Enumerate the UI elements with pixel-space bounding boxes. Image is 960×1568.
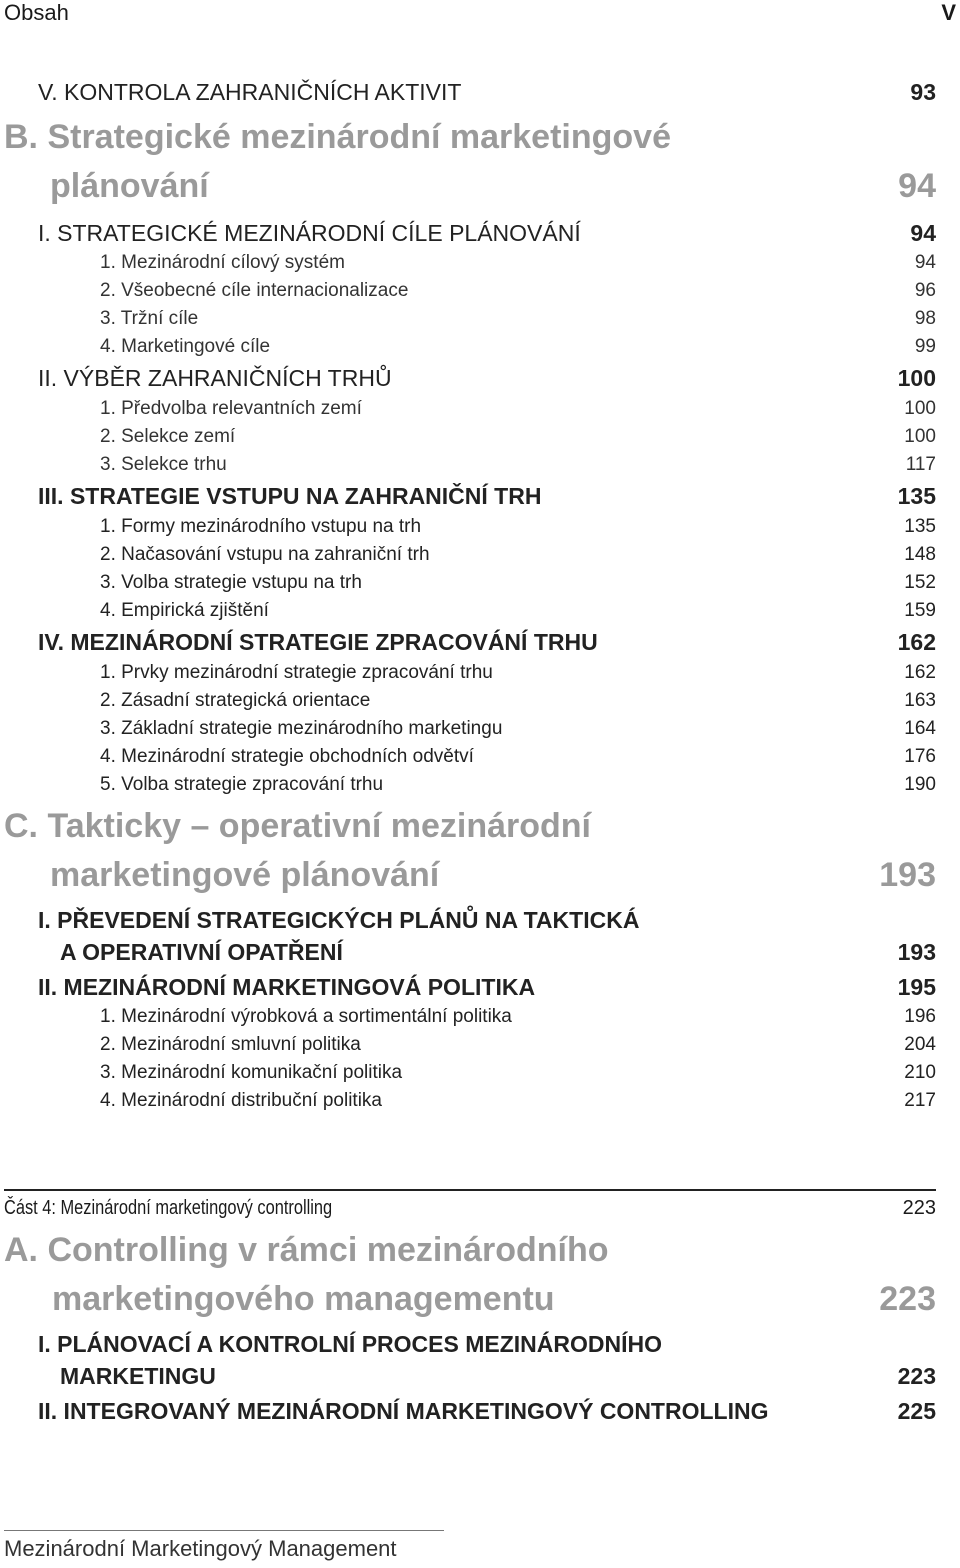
part-4-chapter-2[interactable] bbox=[0, 1398, 936, 1426]
part-b-page-number: 94 bbox=[898, 167, 936, 205]
toc-page-number: 94 bbox=[910, 220, 936, 246]
toc-page-number: 152 bbox=[904, 572, 936, 593]
toc-item-label: 3. Mezinárodní komunikační politika bbox=[100, 1062, 403, 1083]
toc-item-label: 4. Empirická zjištění bbox=[100, 600, 269, 621]
toc-page-number: 100 bbox=[904, 398, 936, 419]
toc-item[interactable] bbox=[0, 718, 936, 746]
toc-item-label: 4. Mezinárodní strategie obchodních odvětví bbox=[100, 746, 474, 767]
toc-page-number: 135 bbox=[904, 516, 936, 537]
toc-chapter-label: II. VÝBĚR ZAHRANIČNÍCH TRHŮ bbox=[38, 365, 392, 391]
toc-chapter-4[interactable] bbox=[0, 629, 936, 657]
toc-item[interactable] bbox=[0, 600, 936, 628]
part-c-page-number: 193 bbox=[879, 856, 936, 894]
toc-item-label: 2. Mezinárodní smluvní politika bbox=[100, 1034, 361, 1055]
running-header-page-numeral: V bbox=[941, 0, 956, 25]
part-c-chapter-1[interactable] bbox=[0, 939, 936, 967]
toc-item[interactable] bbox=[0, 280, 936, 308]
toc-item-label: 1. Předvolba relevantních zemí bbox=[100, 398, 362, 419]
toc-item[interactable] bbox=[0, 252, 936, 280]
toc-page-number: 210 bbox=[904, 1062, 936, 1083]
toc-chapter-1[interactable] bbox=[0, 220, 936, 248]
toc-page-number: 164 bbox=[904, 718, 936, 739]
toc-page-number: 148 bbox=[904, 544, 936, 565]
toc-item[interactable] bbox=[0, 1034, 936, 1062]
toc-page-number: 217 bbox=[904, 1090, 936, 1111]
toc-page-number: 100 bbox=[897, 365, 936, 391]
toc-chapter-label: IV. MEZINÁRODNÍ STRATEGIE ZPRACOVÁNÍ TRHU bbox=[38, 629, 598, 655]
toc-item-label: 2. Všeobecné cíle internacionalizace bbox=[100, 280, 409, 301]
toc-item[interactable] bbox=[0, 774, 936, 802]
toc-page-number: 100 bbox=[904, 426, 936, 447]
toc-chapter-label: II. MEZINÁRODNÍ MARKETINGOVÁ POLITIKA bbox=[38, 974, 536, 1000]
part-4-chapter-1[interactable] bbox=[0, 1363, 936, 1391]
toc-chapter-label: II. INTEGROVANÝ MEZINÁRODNÍ MARKETINGOVÝ CONTROLLING bbox=[38, 1398, 769, 1424]
toc-item-label: 2. Zásadní strategická orientace bbox=[100, 690, 371, 711]
toc-item-label: 1. Formy mezinárodního vstupu na trh bbox=[100, 516, 422, 537]
toc-item-label: 3. Základní strategie mezinárodního marketingu bbox=[100, 718, 503, 739]
toc-page-number: 135 bbox=[897, 483, 936, 509]
running-footer-title: Mezinárodní Marketingový Management bbox=[4, 1536, 397, 1561]
part-b-title-line2: plánování bbox=[50, 167, 209, 205]
toc-item[interactable] bbox=[0, 426, 936, 454]
toc-chapter-label: V. KONTROLA ZAHRANIČNÍCH AKTIVIT bbox=[38, 79, 462, 105]
toc-chapter-3[interactable] bbox=[0, 483, 936, 511]
toc-item[interactable] bbox=[0, 544, 936, 572]
part-4-page-number: 223 bbox=[902, 1197, 936, 1219]
toc-page-number: 117 bbox=[905, 454, 936, 475]
toc-item[interactable] bbox=[0, 398, 936, 426]
running-header-title: Obsah bbox=[4, 0, 69, 25]
toc-item[interactable] bbox=[0, 1006, 936, 1034]
part-4-chapter-1-line1[interactable]: I. PLÁNOVACÍ A KONTROLNÍ PROCES MEZINÁRODNÍHO bbox=[38, 1331, 662, 1357]
toc-item[interactable] bbox=[0, 308, 936, 336]
toc-page-number: 223 bbox=[897, 1363, 936, 1389]
part-4-divider bbox=[4, 1189, 936, 1191]
toc-page-number: 99 bbox=[914, 336, 936, 357]
toc-item-label: 5. Volba strategie zpracování trhu bbox=[100, 774, 384, 795]
section-a-title-line1: A. Controlling v rámci mezinárodního bbox=[4, 1231, 609, 1269]
toc-page-number: 204 bbox=[904, 1034, 936, 1055]
toc-page-number: 195 bbox=[897, 974, 936, 1000]
toc-item-label: 4. Mezinárodní distribuční politika bbox=[100, 1090, 382, 1111]
toc-item[interactable] bbox=[0, 1062, 936, 1090]
footer-divider bbox=[4, 1530, 444, 1531]
toc-chapter-label: A OPERATIVNÍ OPATŘENÍ bbox=[60, 939, 343, 965]
toc-page-number: 96 bbox=[914, 280, 936, 301]
toc-item[interactable] bbox=[0, 662, 936, 690]
toc-chapter-label: I. STRATEGICKÉ MEZINÁRODNÍ CÍLE PLÁNOVÁNÍ bbox=[38, 220, 581, 246]
toc-item-label: 3. Volba strategie vstupu na trh bbox=[100, 572, 362, 593]
section-a-title-line2: marketingového managementu bbox=[52, 1280, 555, 1318]
part-c-chapter-2[interactable] bbox=[0, 974, 936, 1002]
toc-page-number: 193 bbox=[897, 939, 936, 965]
toc-item-label: 2. Načasování vstupu na zahraniční trh bbox=[100, 544, 430, 565]
toc-page-number: 162 bbox=[897, 629, 936, 655]
toc-item-label: 4. Marketingové cíle bbox=[100, 336, 271, 357]
toc-chapter-label: MARKETINGU bbox=[60, 1363, 216, 1389]
toc-chapter-kontrola[interactable] bbox=[0, 79, 936, 107]
toc-item[interactable] bbox=[0, 516, 936, 544]
toc-item[interactable] bbox=[0, 572, 936, 600]
toc-item[interactable] bbox=[0, 690, 936, 718]
toc-item-label: 3. Selekce trhu bbox=[100, 454, 227, 475]
toc-item[interactable] bbox=[0, 1090, 936, 1118]
toc-item-label: 1. Prvky mezinárodní strategie zpracování trhu bbox=[100, 662, 493, 683]
toc-page-number: 94 bbox=[914, 252, 936, 273]
toc-item[interactable] bbox=[0, 454, 936, 482]
part-b-title-line1: B. Strategické mezinárodní marketingové bbox=[4, 118, 671, 156]
part-c-title-line1: C. Takticky – operativní mezinárodní bbox=[4, 807, 591, 845]
toc-item-label: 1. Mezinárodní cílový systém bbox=[100, 252, 345, 273]
toc-page-number: 196 bbox=[904, 1006, 936, 1027]
part-4-title[interactable]: Část 4: Mezinárodní marketingový controlling bbox=[4, 1197, 333, 1219]
toc-page-number: 93 bbox=[910, 79, 936, 105]
section-a-page-number: 223 bbox=[879, 1280, 936, 1318]
toc-page-number: 163 bbox=[904, 690, 936, 711]
toc-page-number: 162 bbox=[904, 662, 936, 683]
toc-item[interactable] bbox=[0, 336, 936, 364]
toc-page-number: 190 bbox=[904, 774, 936, 795]
part-c-chapter-1-line1[interactable]: I. PŘEVEDENÍ STRATEGICKÝCH PLÁNŮ NA TAKTICKÁ bbox=[38, 907, 640, 933]
toc-item-label: 1. Mezinárodní výrobková a sortimentální politika bbox=[100, 1006, 512, 1027]
toc-page-number: 159 bbox=[904, 600, 936, 621]
toc-item[interactable] bbox=[0, 746, 936, 774]
part-c-title-line2: marketingové plánování bbox=[50, 856, 440, 894]
toc-chapter-label: III. STRATEGIE VSTUPU NA ZAHRANIČNÍ TRH bbox=[38, 483, 542, 509]
toc-page-number: 176 bbox=[904, 746, 936, 767]
toc-chapter-2[interactable] bbox=[0, 365, 936, 393]
toc-page-number: 225 bbox=[897, 1398, 936, 1424]
toc-item-label: 3. Tržní cíle bbox=[100, 308, 199, 329]
toc-item-label: 2. Selekce zemí bbox=[100, 426, 236, 447]
toc-page-number: 98 bbox=[914, 308, 936, 329]
